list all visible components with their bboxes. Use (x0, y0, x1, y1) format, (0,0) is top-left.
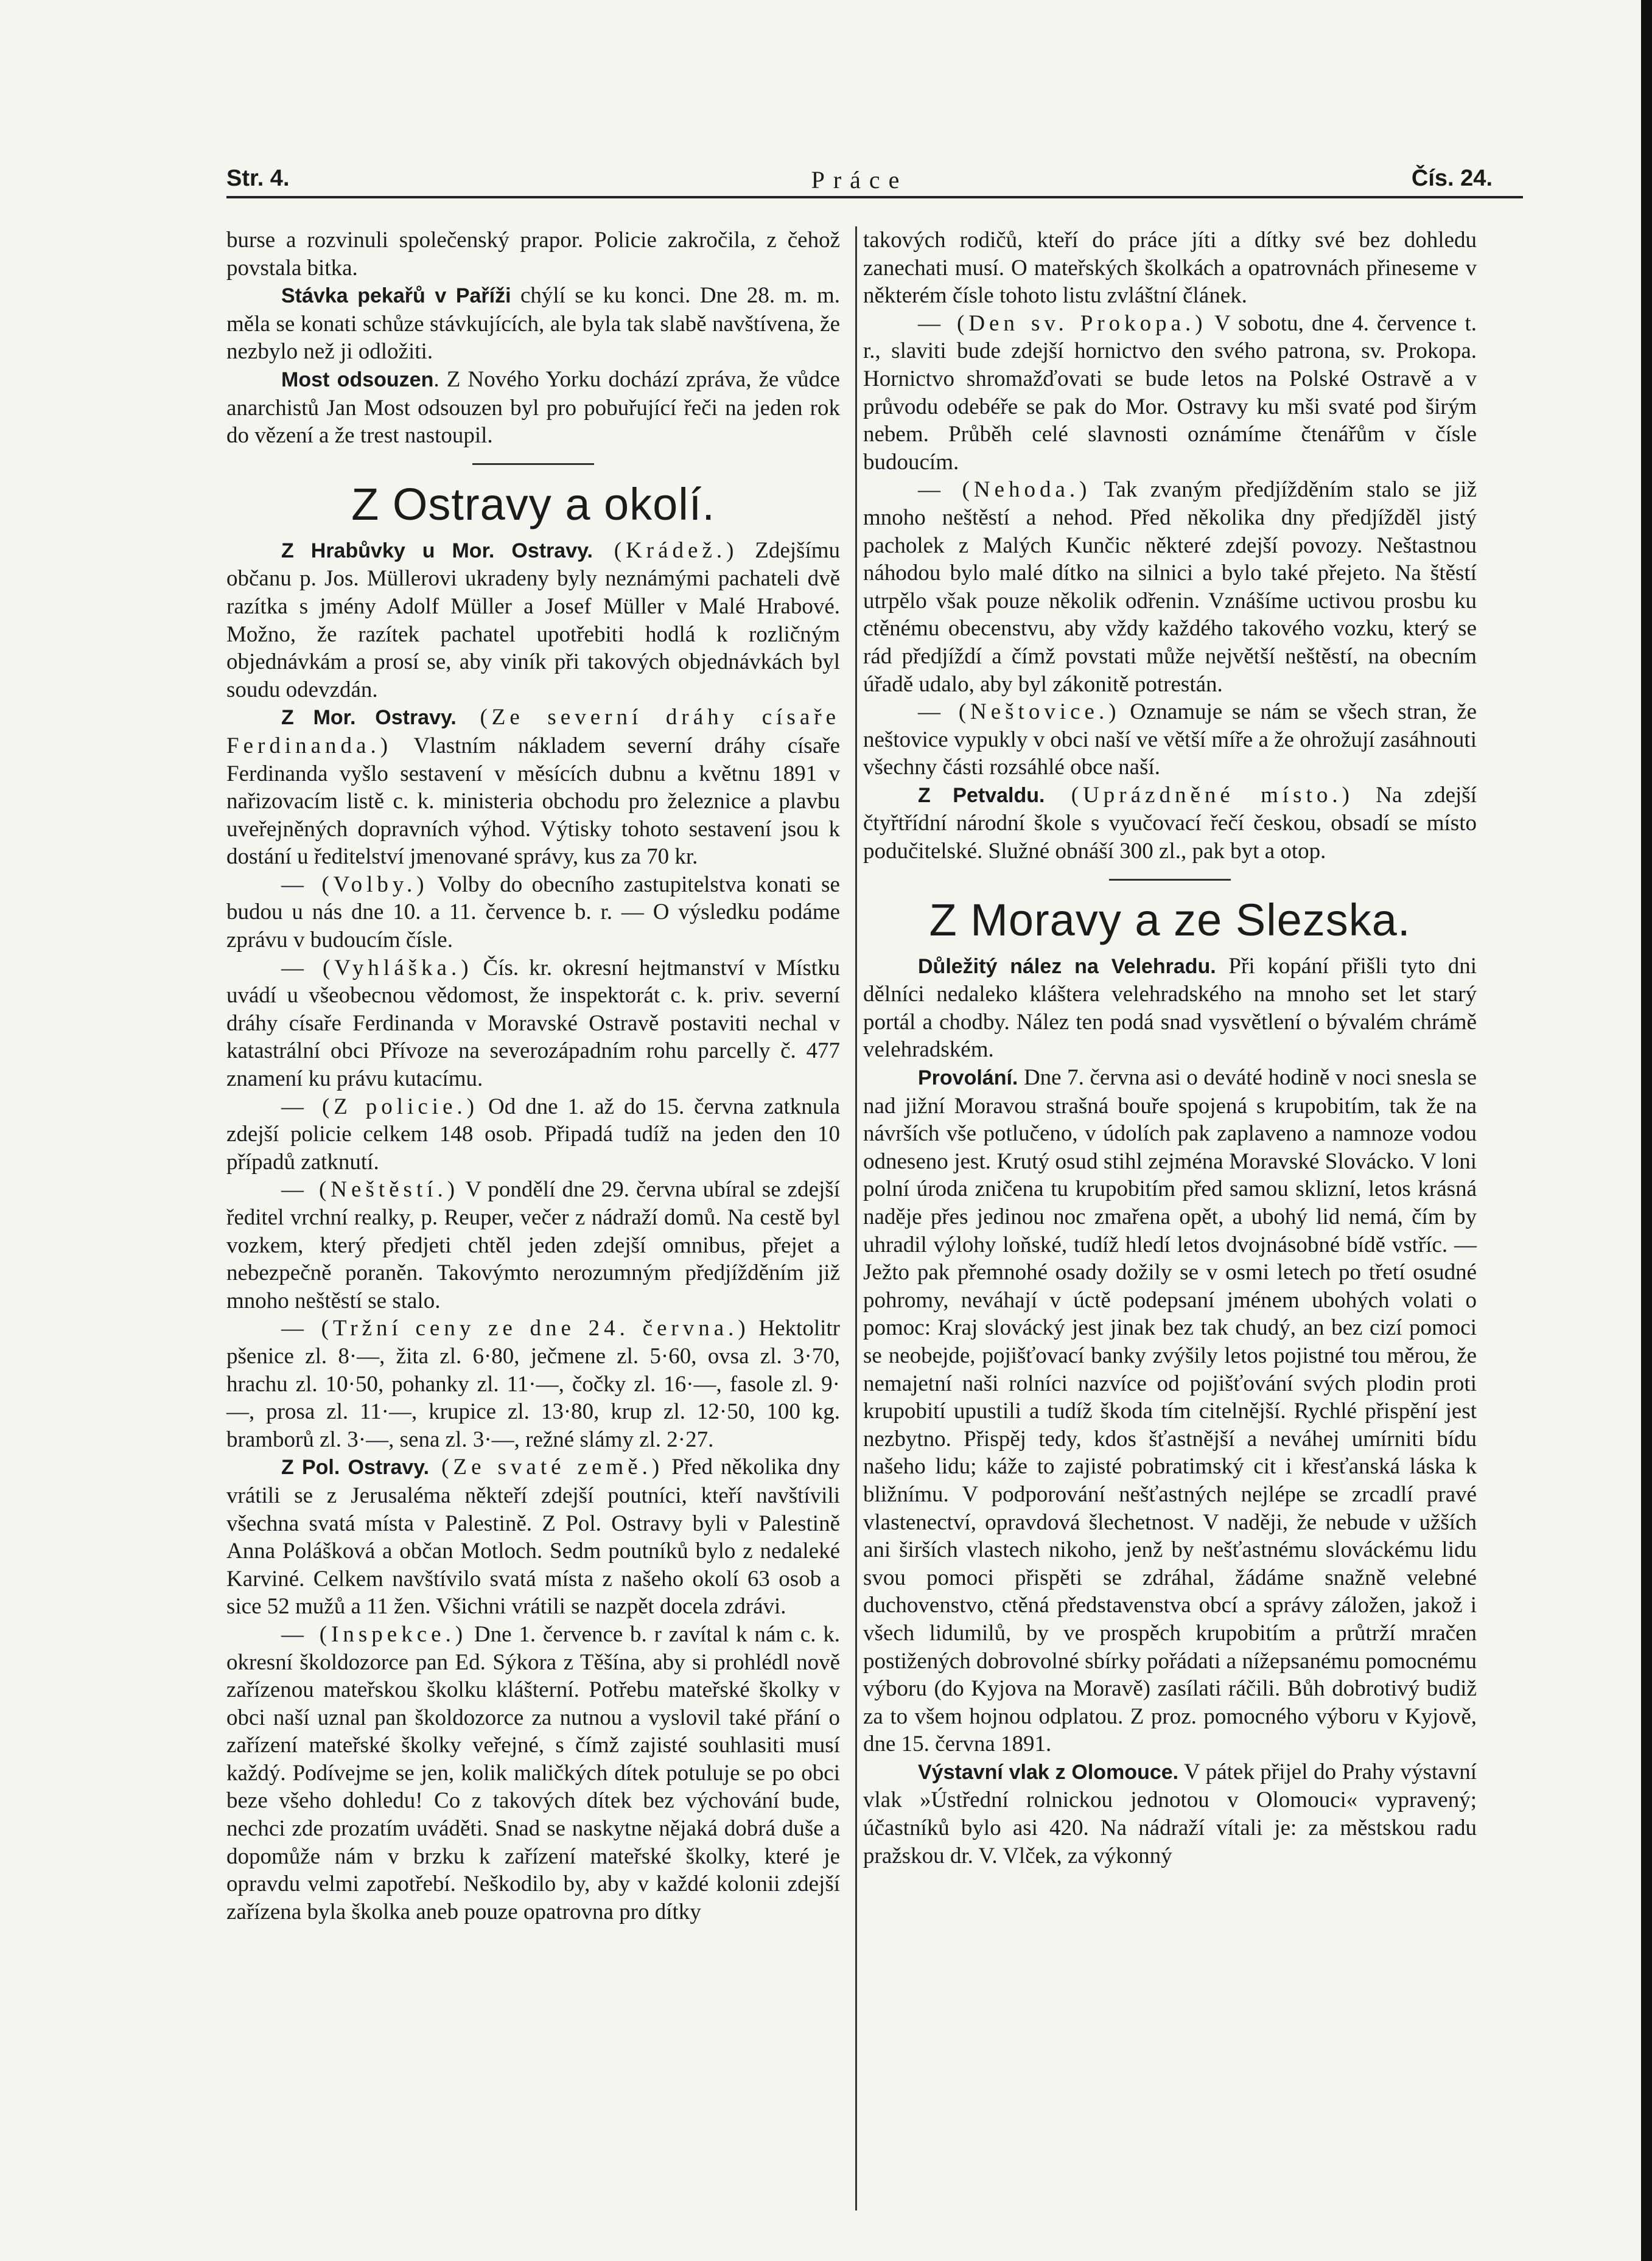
article-subject: (Ze svaté země.) (429, 1455, 664, 1480)
article-headline: Z Hrabůvky u Mor. Ostravy. (281, 539, 593, 562)
right-column (863, 226, 1477, 1870)
article-paragraph (226, 1315, 840, 1453)
article-subject: — (Neštěstí.) (281, 1177, 460, 1203)
article-paragraph (863, 310, 1477, 477)
article-headline: Provolání. (918, 1066, 1018, 1090)
article-body: Čís. kr. okresní hejtmanství v Místku uvádí u všeobecnou vědomost, že inspektorát c. k. priv. severní dráhy císaře Ferdinanda v Moravské Ostravě postaviti nechal v katastrální obci Přívoze na severozápadním rohu parcelly č. 477 znamení ku právu kutacímu. (226, 955, 840, 1092)
article-paragraph (226, 871, 840, 954)
article-headline: Z Mor. Ostravy. (281, 706, 457, 730)
article-paragraph (863, 1758, 1477, 1870)
article-body: V pondělí dne 29. června ubíral se zdejší ředitel vrchní realky, p. Reuper, večer z nádraží domů. Na cestě byl vozkem, který předjeti chtěl jeden zdejší omnibus, přejet a nebezpečně poraněn. Takovýmto nerozumným předjížděním již mnoho neštěstí se stalo. (226, 1177, 840, 1313)
article-paragraph (863, 1064, 1477, 1758)
article-subject: — (Nehoda.) (918, 477, 1091, 503)
article-headline: Most odsouzen (281, 368, 434, 391)
article-body: Od dne 1. až do 15. června zatknula zdejší policie celkem 148 osob. Připadá tudíž na jeden den 10 případů zatknutí. (226, 1094, 840, 1175)
article-paragraph (226, 537, 840, 704)
article-headline: Z Petvaldu. (918, 783, 1045, 807)
article-body: Dne 1. července b. r zavítal k nám c. k. okresní školdozorce pan Ed. Sýkora z Těšína, aby si prohlédl nově zařízenou mateřskou školku klášterní. Potřebu mateřské školky v obci naší uznal pan školdozorce za nutnou a vyslovil také přání o zařízení mateřské školky veřejné, s čímž zajisté souhlasiti musí každý. Podívejme se jen, kolik maličkých dítek potuluje se po obci beze všeho dohledu! Co z takových dítek bez výchování bude, nechci zde prozatím uváděti. Snad se naskytne nějaká dobrá duše a dopomůže nám v brzku k zařízení mateřské školky, které je opravdu velmi zapotřebí. Neškodilo by, aby v každé kolonii zdejší zařízena byla školka aneb pouze opatrovna pro dítky (226, 1621, 840, 1924)
article-headline: Stávka pekařů v Paříži (281, 284, 511, 308)
article-subject: — (Inspekce.) (281, 1621, 467, 1647)
article-paragraph (226, 1176, 840, 1315)
section-heading: Z Ostravy a okolí. (351, 478, 715, 529)
section-rule (472, 463, 594, 465)
article-headline: Z Pol. Ostravy. (281, 1456, 430, 1480)
header-rule (226, 196, 1523, 198)
article-subject: — (Tržní ceny ze dne 24. června.) (281, 1316, 750, 1341)
article-body: V sobotu, dne 4. července t. r., slaviti bude zdejší hornictvo den svého patrona, sv. Prokopa. Hornictvo shromažďovati se bude letos na Polské Ostravě a v průvodu odebéře se pak do Mor. Ostravy ku mši svaté pod širým nebem. Průběh celé slavnosti oznámíme čtenářům v čísle budoucím. (863, 310, 1477, 475)
article-subject: — (Z policie.) (281, 1094, 479, 1119)
article-subject: — (Vyhláška.) (281, 955, 473, 980)
article-body: Tak zvaným předjížděním stalo se již mnoho neštěstí a nehod. Před několika dny předjížděl jistý pacholek z Malých Kunčic některé zdejší povozy. Neštastnou náhodou bylo malé dítko na silnici a bylo také přejeto. Na štěstí utrpělo však pouze několik odřenin. Vznášíme uctivou prosbu ku ctěnému obecenstvu, aby vždy každého takového vozku, který se rád předjíždí a čímž povstati může největší neštěstí, na obecním úřadě udalo, aby byl zákonitě potrestán. (863, 477, 1477, 697)
article-body: Hektolitr pšenice zl. 8·—, žita zl. 6·80, ječmene zl. 5·60, ovsa zl. 3·70, hrachu zl. 10·50, pohanky zl. 11·—, čočky zl. 16·—, fasole zl. 9·—, prosa zl. 11·—, krupice zl. 13·80, krup zl. 12·50, 100 kg. bramborů zl. 3·—, sena zl. 3·—, režné slámy zl. 2·27. (226, 1316, 840, 1452)
issue-number: Čís. 24. (1411, 166, 1493, 191)
article-body: Dne 7. června asi o deváté hodině v noci snesla se nad jižní Moravou strašná bouře spojená s krupobitím, tak že na návrších vše potlučeno, v údolích pak zaplaveno a namnoze vodou odneseno jest. Krutý osud stihl zejména Moravské Slovácko. V loni polní úroda zničena tu krupobitím před samou sklizní, letos krásná naděje přes jedinou noc zmařena opět, a ubohý lid nemá, čím by uhradil výlohy loňské, tudíž hledí letos dvojnásobné bídě vstříc. — Ježto pak přemnohé osady dožily se v osmi letech po třetí osudné pohromy, neváhají v úctě podepsaní jménem ubohých volati o pomoc: Kraj slovácký jest jinak bez tak chudý, an bez cizí pomoci se neobejde, pojišťovací banky zvýšily letos pojistné tou měrou, že nemajetní naši rolníci nazvíce od pojišťování svých plodin proti krupobití upustili a tudíž škoda tím citelnější. Rychlé přispění jest nezbytno. Přispěj tedy, kdos šťastnější a neváhej umírniti bídu našeho lidu; káže to zajisté pobratimský cit i křesťanská láska k bližnímu. V podporování nešťastných nejlépe se zrcadlí pravé vlastenectví, opravdová šlechetnost. V naději, že nebude v užších ani širších vlastech nikoho, jenž by nešťastnému slováckému lidu svou pomoci přispěti se zdráhal, žádáme snažně velebné duchovenstvo, ctěná představenstva obcí a správy záložen, jakož i všech lidumilů, by ve prospěch krupobitím a průtrží mračen postižených dobrovolné sbírky pořádati a nížepsanému pomocnému výboru (do Kyjova na Moravě) zasílati ráčili. Bůh dobrotivý budiž za to všem hojnou odplatou. Z proz. pomocného výboru v Kyjově, dne 15. června 1891. (863, 1065, 1477, 1757)
left-column (226, 226, 840, 1926)
article-body: Při kopání přišli tyto dni dělníci nedaleko kláštera velehradského na mnoho set let starý portál a chodby. Nález ten podá snad vysvětlení o bývalém chrámě velehradském. (863, 953, 1477, 1063)
article-paragraph (863, 781, 1477, 865)
column-divider (855, 226, 857, 2210)
article-subject: (Ze severní dráhy císaře Ferdinanda.) (226, 705, 840, 758)
article-subject: — (Neštovice.) (918, 699, 1121, 725)
article-paragraph (226, 226, 840, 282)
article-subject: — (Volby.) (281, 872, 429, 897)
article-paragraph (863, 226, 1477, 310)
article-paragraph (226, 282, 840, 366)
article-headline: Důležitý nález na Velehradu. (918, 954, 1216, 978)
article-paragraph (226, 366, 840, 450)
page-header (226, 166, 1493, 196)
article-body: V pátek přijel do Prahy výstavní vlak »Ústřední rolnickou jednotou v Olomouci« vypravený; účastníků bylo asi 420. Na nádraží vítali je: za městskou radu pražskou dr. V. Vlček, za výkonný (863, 1759, 1477, 1868)
article-body: Zdejšímu občanu p. Jos. Müllerovi ukradeny byly neznámými pachateli dvě razítka s jmény Adolf Müller a Josef Müller v Malé Hrabové. Možno, že razítek pachatel upotřebiti hodlá k rozličným objednávkám a prosí se, aby viník při takových objednávkách byl soudu odevzdán. (226, 537, 841, 702)
article-paragraph (226, 704, 840, 871)
page-edge-shadow (1641, 0, 1652, 2261)
section-rule (1109, 879, 1231, 881)
article-body: chýlí se ku konci. Dne 28. m. m. měla se konati schůze stávkujících, ale byla tak slabě navštívena, že nezbylo než ji odložiti. (226, 283, 840, 365)
article-body: Oznamuje se nám se všech stran, že neštovice vypukly v obci naší ve větší míře a že ohrožují zasáhnouti všechny části rozsáhlé obce naší. (863, 699, 1477, 780)
article-paragraph (226, 954, 840, 1093)
article-body: takových rodičů, kteří do práce jíti a dítky své bez dohledu zanechati musí. O mateřských školkách a opatrovnách přineseme v některém čísle tohoto listu zvláštní článek. (863, 228, 1477, 309)
article-body: Vlastním nákladem severní dráhy císaře Ferdinanda vyšlo sestavení v měsících dubnu a květnu 1891 v nařizovacím listě c. k. ministeria obchodu pro železnice a plavbu uveřejněných dopravních výhod. Výtisky tohoto sestavení jsou k dostání u ředitelství jmenované správy, kus za 70 kr. (226, 733, 840, 870)
article-headline: Výstavní vlak z Olomouce. (918, 1760, 1179, 1784)
article-paragraph (863, 698, 1477, 781)
article-paragraph (863, 476, 1477, 698)
article-body: burse a rozvinuli společenský prapor. Policie zakročila, z čehož povstala bitka. (226, 228, 840, 281)
page-number: Str. 4. (226, 166, 290, 191)
article-body: . Z Nového Yorku dochází zpráva, že vůdce anarchistů Jan Most odsouzen byl pro pobuřující řeči na jeden rok do vězení a že trest nastoupil. (226, 366, 840, 449)
article-body: Na zdejší čtyřtřídní národní škole s vyučovací řečí českou, obsadí se místo podučitelské. Služné obnáší 300 zl., pak byt a otop. (863, 782, 1477, 864)
article-paragraph (226, 1621, 840, 1926)
section-heading: Z Moravy a ze Slezska. (929, 894, 1411, 945)
article-subject: (Krádež.) (592, 537, 738, 563)
newspaper-title: Práce (811, 166, 908, 194)
article-body: Před několika dny vrátili se z Jerusaléma někteří zdejší poutníci, kteří navštívili všechna svatá místa v Palestině. Z Pol. Ostravy byli v Palestině Anna Polášková a občan Motloch. Sedm poutníků bylo z nedaleké Karviné. Celkem navštívilo svatá místa z našeho okolí 63 osob a sice 52 mužů a 11 žen. Všichni vrátili se nazpět docela zdrávi. (226, 1455, 840, 1620)
article-paragraph (863, 952, 1477, 1064)
article-body: Volby do obecního zastupitelstva konati se budou u nás dne 10. a 11. července b. r. — O výsledku podáme zprávu v budoucím čísle. (226, 872, 840, 953)
article-paragraph (226, 1453, 840, 1621)
article-paragraph (226, 1093, 840, 1176)
article-subject: — (Den sv. Prokopa.) (918, 310, 1207, 336)
article-subject: (Uprázdněné místo.) (1045, 782, 1354, 808)
